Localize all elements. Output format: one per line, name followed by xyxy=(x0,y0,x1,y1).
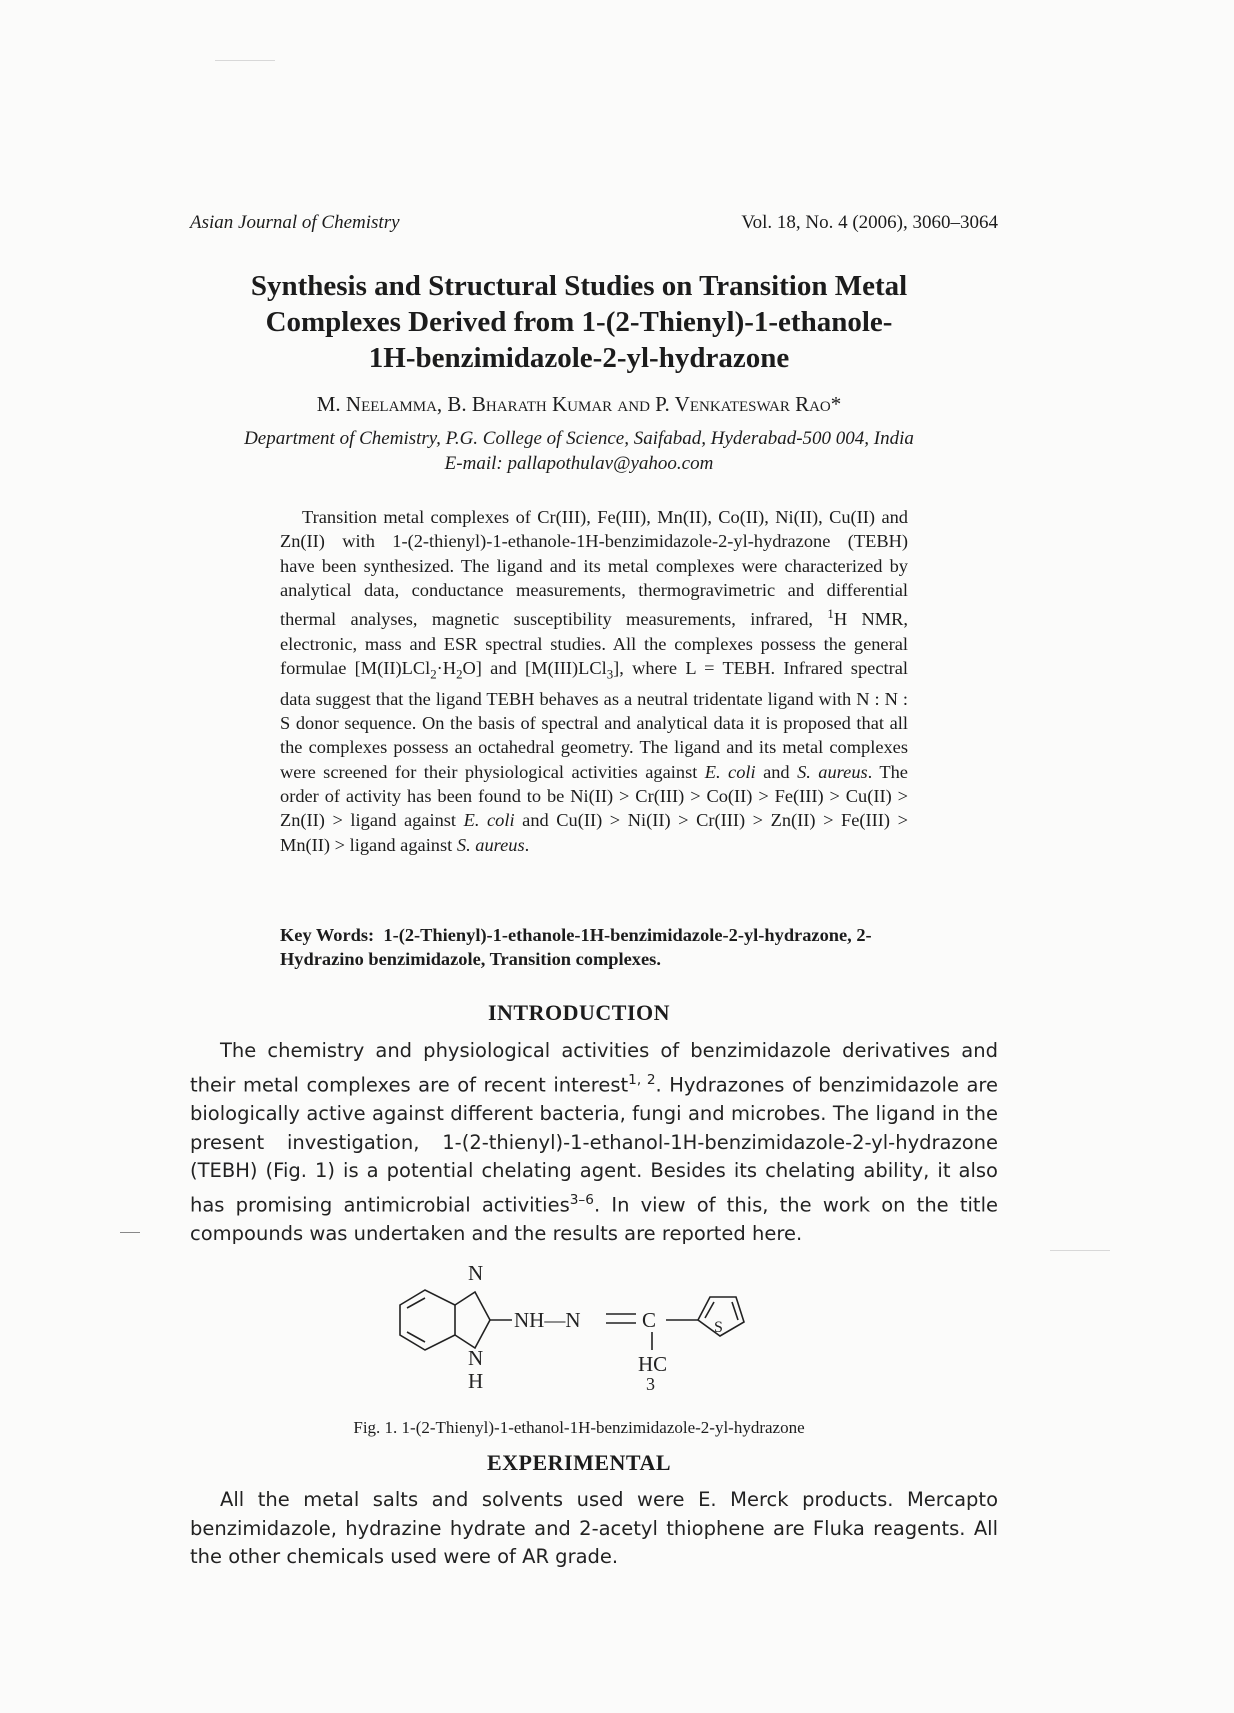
title-line-2: Complexes Derived from 1-(2-Thienyl)-1-ethanole- xyxy=(265,306,893,338)
abstract-text: Transition metal complexes of Cr(III), Fe(III), Mn(II), Co(II), Ni(II), Cu(II) and Zn(II) with 1-(2-thienyl)-1-ethanole-1H-benzimidazole-2-yl-hydrazone (TEBH) have been synthesized. The ligand and its metal complexes were characterized by analytical data, conductance measurements, thermogravimetric and differential thermal analyses, magnetic susceptibility measurements, infrared, xyxy=(280,507,908,630)
title-line-3: 1H-benzimidazole-2-yl-hydrazone xyxy=(368,342,790,374)
abstract-text: O] and [M(III)LCl xyxy=(462,657,607,678)
introduction-paragraph xyxy=(190,1037,998,1249)
journal-name: Asian Journal of Chemistry xyxy=(190,212,400,233)
citation-superscript: 1, 2 xyxy=(628,1071,656,1088)
abstract-text: and xyxy=(755,761,798,782)
abstract-text: H NMR, electronic, mass and ESR spectral studies. All the complexes possess the general formulae [M(II)LCl xyxy=(280,609,908,678)
affiliation: Department of Chemistry, P.G. College of Science, Saifabad, Hyderabad-500 004, India xyxy=(244,428,914,449)
abstract xyxy=(280,505,908,857)
keywords-label: Key Words: xyxy=(280,925,375,945)
abstract-text: . xyxy=(524,834,530,855)
methyl-hc: HC xyxy=(638,1352,668,1376)
subscript: 2 xyxy=(430,667,437,682)
abstract-paragraph xyxy=(280,505,908,857)
organism-name: E. coli xyxy=(704,761,756,782)
atom-n-bottom: N xyxy=(468,1346,484,1370)
experimental-body xyxy=(190,1486,998,1572)
organism-name: E. coli xyxy=(463,810,515,831)
affiliation-block xyxy=(190,426,968,476)
email: E-mail: pallapothulav@yahoo.com xyxy=(444,453,714,474)
citation-superscript: 3–6 xyxy=(569,1192,594,1209)
imidazole-ring xyxy=(455,1292,490,1348)
hydrazone-chain: NH—N xyxy=(514,1308,581,1332)
benzene-ring xyxy=(400,1290,455,1350)
double-bond xyxy=(732,1302,738,1320)
organism-name: S. aureus xyxy=(456,834,525,855)
abstract-text: ], where L = TEBH. Infrared spectral data suggest that the ligand TEBH behaves as a neutral tridentate ligand with N : N : S donor sequence. On the basis of spectral and analytical data it is proposed that all the complexes possess an octahedral geometry. The ligand and its metal complexes were screened for their physiological activities against xyxy=(280,657,908,782)
paper-title xyxy=(190,268,968,376)
introduction-body xyxy=(190,1037,998,1249)
nmr-superscript: 1 xyxy=(827,607,834,622)
scan-speck xyxy=(120,1232,140,1233)
title-line-1: Synthesis and Structural Studies on Transition Metal xyxy=(250,270,908,302)
keywords-text: 1-(2-Thienyl)-1-ethanole-1H-benzimidazole-2-yl-hydrazone, 2-Hydrazino benzimidazole, Transition complexes. xyxy=(280,925,872,970)
abstract-text: ·H xyxy=(436,657,457,678)
introduction-heading: INTRODUCTION xyxy=(487,1000,671,1025)
figure-caption: Fig. 1. 1-(2-Thienyl)-1-ethanol-1H-benzimidazole-2-yl-hydrazone xyxy=(353,1418,805,1437)
subscript: 2 xyxy=(456,667,463,682)
intro-text: The chemistry and physiological activities of benzimidazole derivatives and their metal complexes are of recent interest xyxy=(190,1039,998,1097)
atom-s: S xyxy=(714,1319,723,1336)
intro-text: . Hydrazones of benzimidazole are biologically active against different bacteria, fungi and microbes. The ligand in the present investigation, 1-(2-thienyl)-1-ethanol-1H-benzimidazole-2-yl-hydrazone (TEBH) (Fig. 1) is a potential chelating agent. Besides its chelating ability, it also has promising antimicrobial activities xyxy=(190,1073,999,1217)
experimental-heading: EXPERIMENTAL xyxy=(486,1450,672,1475)
author-list: M. Neelamma, B. Bharath Kumar and P. Venkateswar Rao* xyxy=(316,392,842,416)
atom-h: H xyxy=(468,1369,484,1390)
volume-info: Vol. 18, No. 4 (2006), 3060–3064 xyxy=(741,212,998,233)
structure-figure xyxy=(380,1250,840,1390)
atom-c: C xyxy=(642,1308,657,1332)
organism-name: S. aureus xyxy=(797,761,868,782)
keywords xyxy=(280,923,908,972)
atom-n-top: N xyxy=(468,1261,484,1285)
abstract-text: . The order of activity has been found to be Ni(II) > Cr(III) > Co(II) > Fe(III) > Cu(II) > Zn(II) > ligand against xyxy=(280,761,908,831)
scan-speck xyxy=(215,60,275,61)
methyl-three: 3 xyxy=(646,1374,655,1390)
subscript: 3 xyxy=(606,667,614,682)
intro-text: . In view of this, the work on the title compounds was undertaken and the results are reported here. xyxy=(190,1193,998,1246)
scan-speck xyxy=(1050,1250,1110,1251)
experimental-paragraph: All the metal salts and solvents used were E. Merck products. Mercapto benzimidazole, hydrazine hydrate and 2-acetyl thiophene are Fluka reagents. All the other chemicals used were of AR grade. xyxy=(190,1488,998,1569)
abstract-text: and Cu(II) > Ni(II) > Cr(III) > Zn(II) > Fe(III) > Mn(II) > ligand against xyxy=(280,810,908,855)
